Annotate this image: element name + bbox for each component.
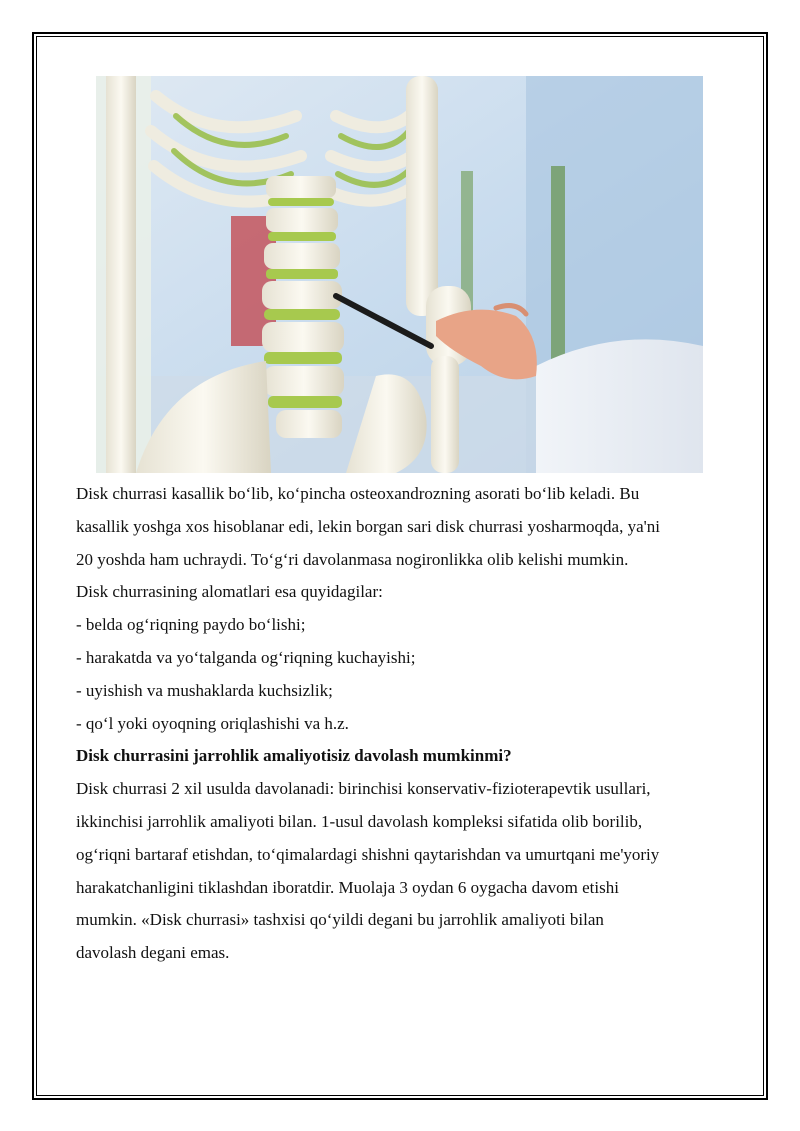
treatment-line: og‘riqni bartaraf etishdan, to‘qimalardagi shishni qaytarishdan va umurtqani me'yoriy [76, 844, 660, 864]
intro-line-2: kasallik yoshga xos hisoblanar edi, lekin borgan sari disk churrasi yosharmoqda, ya'ni [76, 516, 660, 536]
treatment-line: harakatchanligini tiklashdan iboratdir. Muolaja 3 oydan 6 oygacha davom etishi [76, 877, 619, 897]
intro-line-3: 20 yoshda ham uchraydi. To‘g‘ri davolanmasa nogironlikka olib kelishi mumkin. [76, 549, 629, 569]
treatment-line: davolash degani emas. [76, 943, 230, 963]
symptom-item: - belda og‘riqning paydo bo‘lishi; [76, 615, 306, 635]
symptom-item: - qo‘l yoki oyoqning oriqlashishi va h.z. [76, 713, 349, 733]
symptom-item: - harakatda va yo‘talganda og‘riqning kuchayishi; [76, 647, 416, 667]
treatment-line: ikkinchisi jarrohlik amaliyoti bilan. 1-usul davolash kompleksi sifatida olib borilib, [76, 811, 643, 831]
article-body [76, 478, 736, 970]
treatment-line: Disk churrasi 2 xil usulda davolanadi: birinchisi konservativ-fizioterapevtik usullari, [76, 779, 651, 799]
intro-line-1: Disk churrasi kasallik bo‘lib, ko‘pincha osteoxandrozning asorati bo‘lib keladi. Bu [76, 484, 640, 503]
intro-line-4: Disk churrasining alomatlari esa quyidagilar: [76, 582, 383, 602]
treatment-line: mumkin. «Disk churrasi» tashxisi qo‘yildi degani bu jarrohlik amaliyoti bilan [76, 910, 604, 930]
spine-photo [96, 76, 703, 473]
symptom-item: - uyishish va mushaklarda kuchsizlik; [76, 680, 333, 700]
section-heading: Disk churrasini jarrohlik amaliyotisiz davolash mumkinmi? [76, 746, 512, 766]
